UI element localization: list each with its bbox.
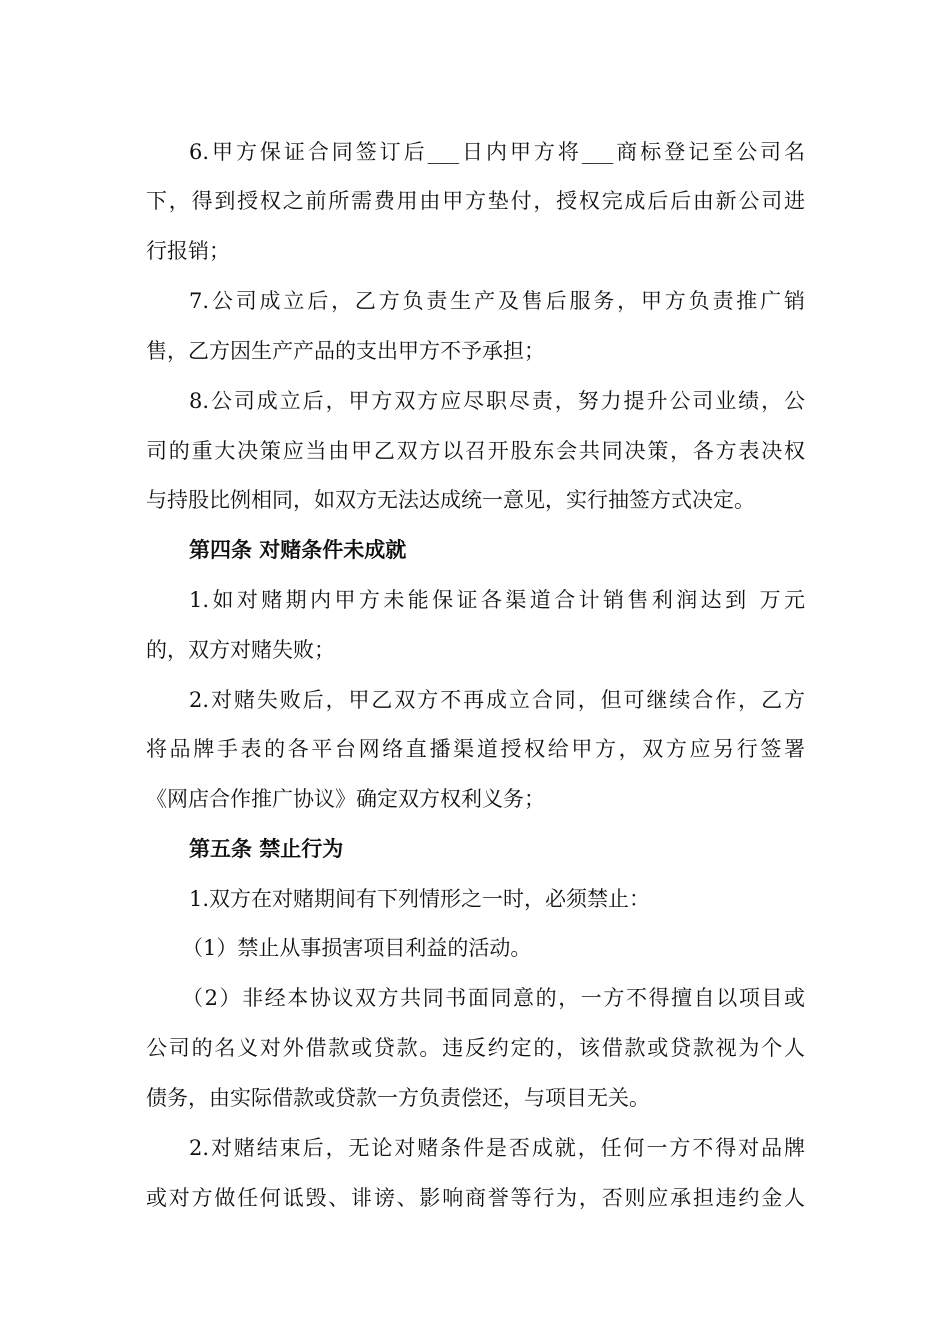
- article-4-item-2-line-1: 2.对赌失败后，甲乙双方不再成立合同，但可继续合作，乙方: [189, 688, 805, 712]
- article-4-heading: 第四条 对赌条件未成就: [189, 538, 407, 562]
- clause-8-line-3: 与持股比例相同，如双方无法达成统一意见，实行抽签方式决定。: [146, 488, 755, 512]
- article-5-item-2-line-1: 2.对赌结束后，无论对赌条件是否成就，任何一方不得对品牌: [189, 1136, 805, 1160]
- article-5-item-1-sub-2-line-2: 公司的名义对外借款或贷款。违反约定的，该借款或贷款视为个人: [146, 1036, 805, 1060]
- article-4-item-2-line-3: 《网店合作推广协议》确定双方权利义务；: [146, 787, 545, 811]
- article-5-heading: 第五条 禁止行为: [189, 837, 344, 861]
- article-5-item-1: 1.双方在对赌期间有下列情形之一时，必须禁止：: [189, 887, 651, 911]
- article-5-item-1-sub-1: （1）禁止从事损害项目利益的活动。: [182, 936, 532, 960]
- article-4-item-2-line-2: 将品牌手表的各平台网络直播渠道授权给甲方，双方应另行签署: [146, 737, 805, 761]
- clause-8-line-2: 司的重大决策应当由甲乙双方以召开股东会共同决策，各方表决权: [146, 439, 805, 463]
- article-4-item-1-line-2: 的，双方对赌失败；: [146, 638, 335, 662]
- clause-6-line-2: 下，得到授权之前所需费用由甲方垫付，授权完成后后由新公司进: [146, 189, 805, 213]
- clause-7-line-2: 售，乙方因生产产品的支出甲方不予承担；: [146, 339, 545, 363]
- clause-6-line-3: 行报销；: [146, 239, 230, 263]
- article-5-item-1-sub-2-line-1: （2）非经本协议双方共同书面同意的，一方不得擅自以项目或: [182, 986, 805, 1010]
- article-5-item-1-sub-2-line-3: 债务，由实际借款或贷款一方负责偿还，与项目无关。: [146, 1086, 650, 1110]
- article-4-item-1-line-1: 1.如对赌期内甲方未能保证各渠道合计销售利润达到 万元: [189, 588, 805, 612]
- article-5-item-2-line-2: 或对方做任何诋毁、诽谤、影响商誉等行为，否则应承担违约金人: [146, 1186, 805, 1210]
- clause-8-line-1: 8.公司成立后，甲方双方应尽职尽责，努力提升公司业绩，公: [189, 389, 805, 413]
- clause-7-line-1: 7.公司成立后，乙方负责生产及售后服务，甲方负责推广销: [189, 289, 805, 313]
- clause-6-line-1: 6.甲方保证合同签订后___日内甲方将___商标登记至公司名: [189, 140, 805, 164]
